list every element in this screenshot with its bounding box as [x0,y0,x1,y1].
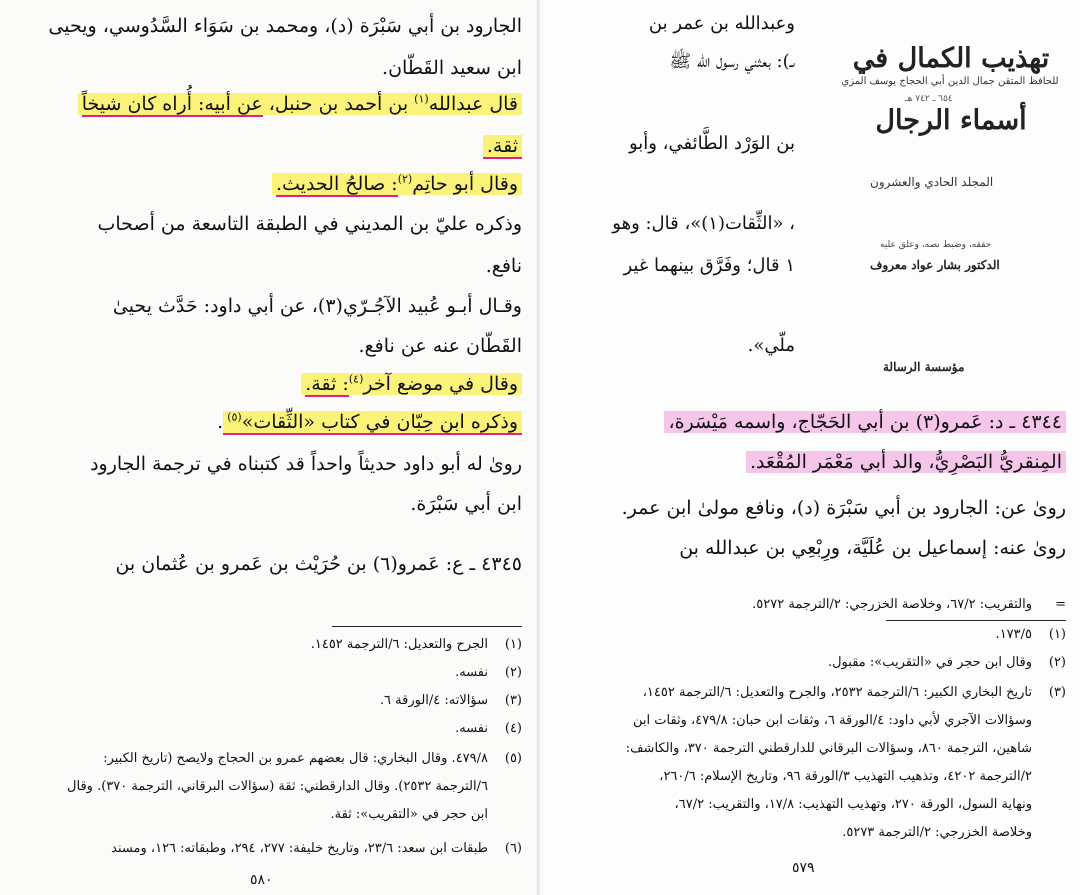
text-fragment: ١ قال؛ وفَرَّق بينهما غير [623,255,795,276]
text-fragment: بن الوَرْد الطَّائفي، وأبو [628,133,795,154]
rawa-anhu-line: روىٰ عنه: إسماعيل بن عُلَيَّة، ورِبْعِي بن عبدالله بن [679,537,1066,559]
page-number: ٥٨٠ [250,872,273,888]
footnote-cont: ونهاية السول، الورقة ٢٧٠، وتهذيب التهذيب: ١٧/٨، والتقريب: ٦٧/٢، [674,797,1032,812]
footnote-rule [332,626,522,627]
text-line: نافع. [485,255,522,277]
text-line: ابن أبي سَبْرَة. [410,493,522,515]
footnote-cont: ٦/الترجمة ٢٥٣٢). وقال الدارقطني: ثقة (سؤالات البرقاني، الترجمة ٣٧٠). وقال [67,779,488,794]
footnote: (١)١٧٣/٥. [995,627,1066,642]
cover-editor-note: حققه، وضبط نصه، وعلق عليه [880,240,992,250]
footnote: (٤)نفسه. [455,721,522,736]
left-page [0,0,538,895]
book-cover [815,0,1080,400]
text-line: الجارود بن أبي سَبْرَة (د)، ومحمد بن سَوَاء السَّدُوسي، ويحيى [48,15,522,37]
highlighted-quote-ahmad: قال عبدالله$^{(١)}$ بن أحمد بن حنبل، عن أبيه: أُراه كان شيخاً [78,92,522,118]
text-line: روىٰ له أبو داود حديثاً واحداً قد كتبناه في ترجمة الجارود [90,453,522,475]
footnote: (٣)تاريخ البخاري الكبير: ٦/الترجمة ٢٥٣٢، والجرح والتعديل: ٦/الترجمة ١٤٥٢، [642,685,1066,700]
text-fragment: ىـ): بعثني رسول الله ﷺ [669,51,795,72]
highlighted-quote-ibn-hibban: وذكره ابن حِبّان في كتاب «الثِّقات»$^{(٥)}$. [217,410,522,436]
footnote: (٥)٤٧٩/٨. وقال البخاري: قال بعضهم عمرو بن الحجاج ولايصح (تاريخ الكبير: [103,751,522,766]
right-page [540,0,1080,895]
cover-publisher: مؤسسة الرسالة [883,360,965,374]
footnote-cont: وخلاصة الخزرجي: ٢/الترجمة ٥٢٧٣. [842,825,1032,840]
entry-heading-4345: ٤٣٤٥ ـ ع: عَمرو(٦) بن حُرَيْث بن عَمرو بن عُثمان بن [115,553,522,575]
text-fragment: ملّي». [747,335,795,356]
footnote-cont: وسؤالات الآجري لأبي داود: ٤/الورقة ٦، وثقات ابن حبان: ٤٧٩/٨، وثقات ابن [633,713,1032,728]
footnote-cont: ابن حجر في «التقريب»: ثقة. [330,807,488,822]
text-fragment: ، «الثِّقات(١)»، قال: وهو [612,213,795,234]
text-line: وذكره عليّ بن المديني في الطبقة التاسعة من أصحاب [97,213,522,235]
footnote: =والتقريب: ٦٧/٢، وخلاصة الخزرجي: ٢/الترجمة ٥٢٧٢. [752,597,1066,612]
cover-title: تهذيب الكمال في أسماء الرجال [852,43,1050,136]
footnote: (٦)طبقات ابن سعد: ٢٣/٦، وتاريخ خليفة: ٢٧٧، ٢٩٤، وطبقاته: ١٢٦، ومسند [111,841,522,856]
footnote-rule [886,620,1066,621]
text-line: القَطّان عنه عن نافع. [358,335,522,357]
footnote-cont: شاهين، الترجمة ٨٦٠، وسؤالات البرقاني للدارقطني الترجمة ٣٧٠، والكاشف: [625,741,1032,756]
cover-volume: المجلد الحادي والعشرون [870,175,994,189]
footnote: (١)الجرح والتعديل: ٦/الترجمة ١٤٥٢. [310,637,522,652]
rawa-an-line: روىٰ عن: الجارود بن أبي سَبْرَة (د)، ونافع مولىٰ ابن عمر. [621,497,1066,519]
cover-editor: الدكتور بشار عواد معروف [870,258,1000,272]
cover-dates: ٦٥٤ ـ ٧٤٢ هـ [905,94,953,104]
footnote: (٢)نفسه. [455,665,522,680]
entry-heading-4344-cont: المِنقريُّ البَصْرِيُّ، والد أبي مَعْمَر المُقْعَد. [746,450,1066,476]
cover-subtitle: للحافظ المتقن جمال الدين أبي الحجاج يوسف المزي [841,76,1059,87]
footnote: (٣)سؤالاته: ٤/الورقة ٦. [379,693,522,708]
highlighted-quote-cont: ثقة. [483,134,522,160]
page-number: ٥٧٩ [792,860,815,876]
highlighted-quote-abu-hatim: وقال أبو حاتِم$^{(٢)}$: صالحُ الحديث. [272,172,522,198]
text-fragment: وعبدالله بن عمر بن [648,13,795,34]
footnote-cont: ٢/الترجمة ٤٢٠٢، وتذهيب التهذيب ٣/الورقة ٩٦، وتاريخ الإسلام: ٢٦٠/٦، [659,769,1032,784]
entry-heading-4344: ٤٣٤٤ ـ د: عَمرو(٣) بن أبي الحَجّاج، واسمه مَيْسَرة، [664,410,1066,436]
text-line: وقـال أبـو عُبيد الآجُـرّي(٣)، عن أبي داود: حَدَّث يحيىٰ [112,295,522,317]
footnote: (٢)وقال ابن حجر في «التقريب»: مقبول. [827,655,1066,670]
highlighted-quote-another-place: وقال في موضع آخر$^{(٤)}$: ثقة. [301,372,522,398]
text-line: ابن سعيد القَطّان. [382,57,522,79]
